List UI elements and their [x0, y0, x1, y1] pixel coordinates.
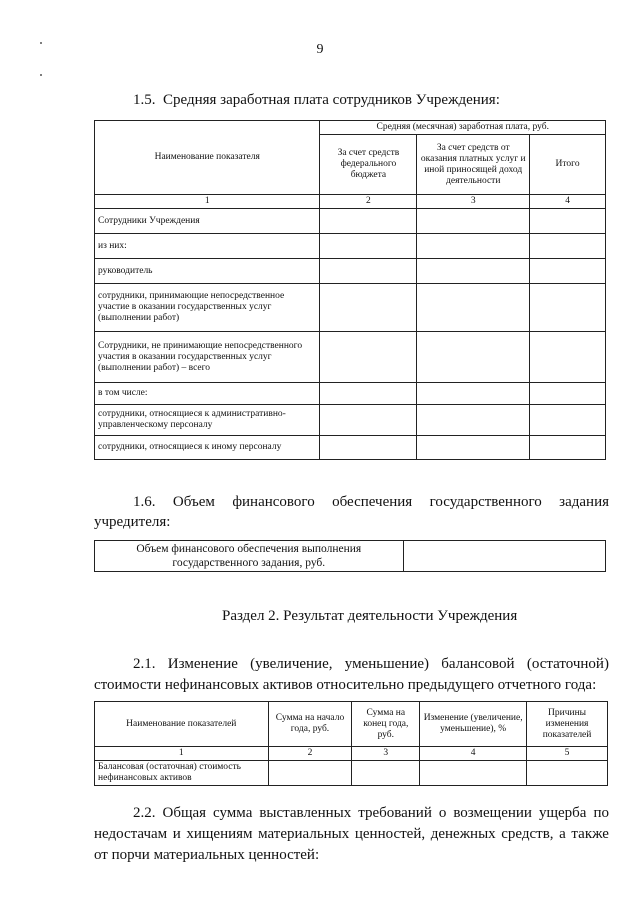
assets-table [94, 701, 608, 786]
section-2-2-word: денежных [430, 826, 496, 842]
section-2-1-word: (остаточной) [526, 656, 609, 672]
section-2-2-word: сумма [213, 805, 253, 821]
funding-label: Объем финансового обеспечения выполнения государственного задания, руб. [95, 541, 404, 572]
scan-dot [40, 74, 42, 76]
section-2-2-word: материальных [258, 826, 350, 842]
section-1-5-title: 1.5. Средняя заработная плата сотрудников Учреждения: [133, 92, 500, 108]
section-1-6-word: задания [559, 494, 609, 510]
row-label: Балансовая (остаточная) стоимость нефинансовых активов [95, 761, 269, 786]
table-row [95, 234, 606, 259]
section-1-6-word: государственного [429, 494, 542, 510]
table-row [95, 761, 608, 786]
col-header-reasons: Причины изменения показателей [527, 702, 608, 747]
section-2-1-line2: стоимости нефинансовых активов относительно предыдущего отчетного года: [94, 677, 597, 693]
row-label: руководитель [95, 259, 320, 284]
col-number: 2 [268, 747, 352, 761]
section-2-2-word: о [438, 805, 447, 821]
col-number: 3 [417, 195, 530, 209]
col-group-header: Средняя (месячная) заработная плата, руб. [320, 121, 606, 135]
section-2-2-word: и [172, 826, 181, 842]
table-row [95, 259, 606, 284]
section-2-2-word: по [593, 805, 609, 821]
funding-table [94, 540, 606, 572]
section-2-2-word: Общая [162, 805, 207, 821]
section-1-6-line2: учредителя: [94, 514, 171, 530]
row-label: Сотрудники, не принимающие непосредственного участия в оказании государственных услуг (выполнении работ) – всего [95, 332, 320, 383]
table-row [95, 436, 606, 460]
funding-value [403, 541, 605, 572]
section-2-1-word: Изменение [167, 656, 238, 672]
section-2-1-title [133, 654, 609, 674]
col-number: 1 [95, 195, 320, 209]
col-number: 4 [420, 747, 527, 761]
col-header-federal: За счет средств федерального бюджета [320, 135, 417, 195]
row-label: из них: [95, 234, 320, 259]
col-header-paid: За счет средств от оказания платных услуг и иной приносящей доход деятельности [417, 135, 530, 195]
section-2-2-word: выставленных [259, 805, 352, 821]
section-2-2-word: хищениям [186, 826, 253, 842]
section-2-1-word: уменьшение) [344, 656, 430, 672]
section-2-2-word: средств, [501, 826, 554, 842]
page-number: 9 [316, 42, 324, 57]
col-number: 5 [527, 747, 608, 761]
section-1-6-word: 1.6. [133, 494, 156, 510]
col-header-total: Итого [530, 135, 606, 195]
col-number: 1 [95, 747, 269, 761]
section-1-6-word: обеспечения [332, 494, 413, 510]
section-2-2-word: ценностей, [354, 826, 426, 842]
table-row [95, 209, 606, 234]
row-label: сотрудники, относящиеся к административно-управленческому персоналу [95, 405, 320, 436]
section-2-1-word: балансовой [441, 656, 515, 672]
col-header-name: Наименование показателя [95, 121, 320, 195]
section-2-2-word: возмещении [453, 805, 532, 821]
table-row [95, 383, 606, 405]
row-label: в том числе: [95, 383, 320, 405]
section-2-2-line3: от порчи материальных ценностей: [94, 847, 320, 863]
section-2-2-line1 [133, 803, 609, 823]
section-2-1-word: 2.1. [133, 656, 156, 672]
section-2-2-word: 2.2. [133, 805, 156, 821]
section-2-2-word: а [559, 826, 566, 842]
section-2-2-word: также [571, 826, 609, 842]
row-label: Сотрудники Учреждения [95, 209, 320, 234]
section-1-6-title [133, 492, 609, 512]
col-header-end: Сумма на конец года, руб. [352, 702, 420, 747]
col-number: 4 [530, 195, 606, 209]
salary-table [94, 120, 606, 460]
section-1-6-word: финансового [232, 494, 315, 510]
row-label: сотрудники, принимающие непосредственное участие в оказании государственных услуг (выполнении работ) [95, 284, 320, 332]
section-2-2-word: требований [358, 805, 432, 821]
row-label: сотрудники, относящиеся к иному персоналу [95, 436, 320, 460]
col-number: 2 [320, 195, 417, 209]
section-2-title: Раздел 2. Результат деятельности Учреждения [222, 608, 518, 624]
section-1-6-word: Объем [172, 494, 215, 510]
col-number: 3 [352, 747, 420, 761]
col-header-start: Сумма на начало года, руб. [268, 702, 352, 747]
section-2-2-word: ущерба [538, 805, 587, 821]
section-2-2-word: недостачам [94, 826, 168, 842]
table-row [95, 284, 606, 332]
section-2-2-line2 [94, 824, 609, 844]
table-row [95, 405, 606, 436]
col-header-change: Изменение (увеличение, уменьшение), % [420, 702, 527, 747]
table-row [95, 332, 606, 383]
col-header-name: Наименование показателей [95, 702, 269, 747]
section-2-1-word: (увеличение, [250, 656, 333, 672]
